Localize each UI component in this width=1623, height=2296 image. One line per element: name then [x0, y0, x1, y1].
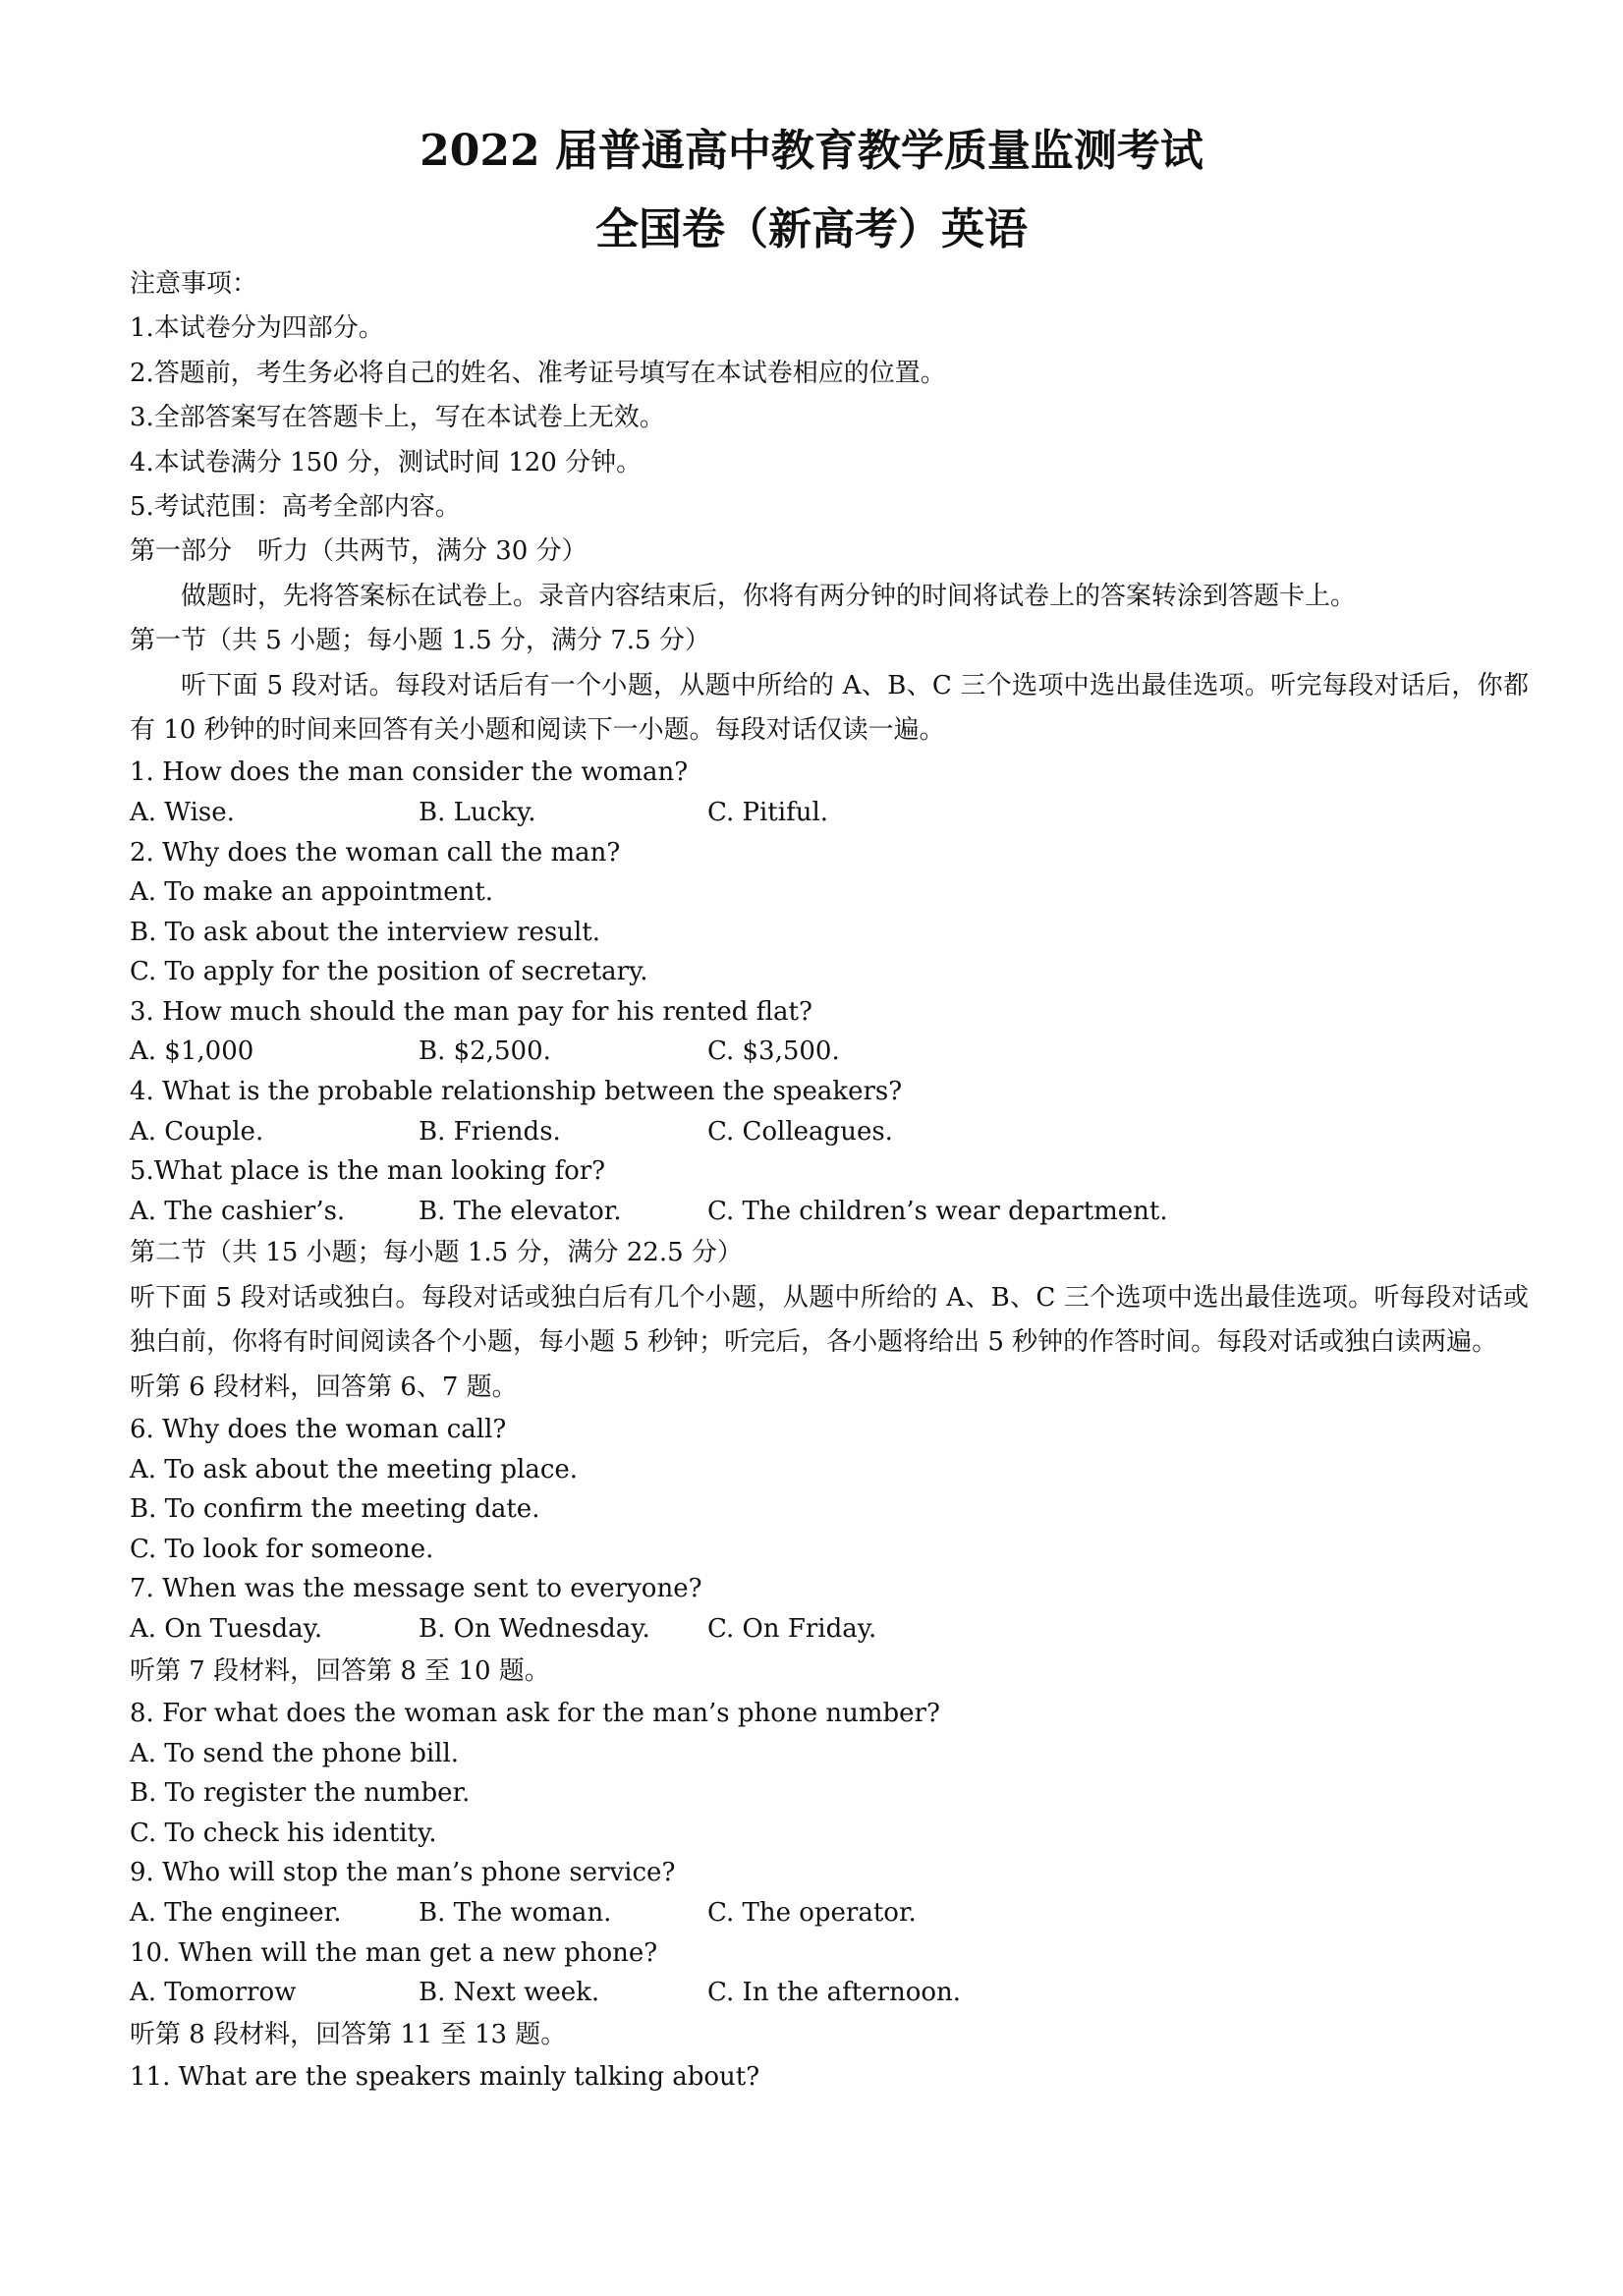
option-a: A. The cashier’s. [130, 1196, 346, 1226]
question-options [130, 1973, 1529, 2013]
option-a: A. Couple. [130, 1116, 264, 1147]
note-item: 5.考试范围：高考全部内容。 [130, 491, 461, 522]
material-heading: 听第 8 段材料，回答第 11 至 13 题。 [130, 2019, 567, 2049]
exam-body [130, 262, 1529, 2098]
question-stem: 3. How much should the man pay for his rented flat? [130, 996, 812, 1027]
note-item: 4.本试卷满分 150 分，测试时间 120 分钟。 [130, 447, 643, 477]
option-b: B. On Wednesday. [419, 1614, 650, 1645]
question-stem: 7. When was the message sent to everyone? [130, 1574, 702, 1604]
note-item: 3.全部答案写在答题卡上，写在本试卷上无效。 [130, 403, 665, 433]
option-a: A. On Tuesday. [130, 1614, 323, 1645]
option-c: C. $3,500. [707, 1036, 840, 1067]
option-b: B. The elevator. [419, 1196, 622, 1226]
section2-heading: 第二节（共 15 小题；每小题 1.5 分，满分 22.5 分） [130, 1238, 743, 1268]
notes-heading: 注意事项： [130, 269, 258, 299]
question-options [130, 1192, 1529, 1232]
question-options [130, 1112, 1529, 1152]
option-b: B. To register the number. [130, 1778, 471, 1809]
question-stem: 4. What is the probable relationship between the speakers? [130, 1077, 903, 1107]
question-options [130, 1609, 1529, 1650]
section1-instruction: 听下面 5 段对话。每段对话后有一个小题，从题中所给的 A、B、C 三个选项中选出最佳选项。听完每段对话后，你都有 10 秒钟的时间来回答有关小题和阅读下一小题。每段对话仅读一遍。 [130, 670, 1529, 745]
part1-instruction: 做题时，先将答案标在试卷上。录音内容结束后，你将有两分钟的时间将试卷上的答案转涂到答题卡上。 [181, 581, 1357, 611]
part1-heading: 第一部分 听力（共两节，满分 30 分） [130, 536, 588, 567]
question-options [130, 1032, 1529, 1072]
option-a: A. Wise. [130, 797, 235, 827]
question-stem: 1. How does the man consider the woman? [130, 757, 689, 788]
option-b: B. Next week. [419, 1978, 600, 2008]
option-a: A. Tomorrow [130, 1978, 297, 2008]
option-a: A. To send the phone bill. [130, 1738, 460, 1768]
question-options [130, 793, 1529, 833]
option-a: A. $1,000 [130, 1036, 254, 1067]
exam-subtitle: 全国卷（新高考）英语 [595, 204, 1028, 254]
option-c: C. The operator. [707, 1897, 917, 1928]
option-c: C. The children’s wear department. [707, 1196, 1168, 1226]
option-b: B. To confirm the meeting date. [130, 1494, 540, 1525]
option-b: B. To ask about the interview result. [130, 917, 601, 947]
option-b: B. The woman. [419, 1897, 612, 1928]
exam-title: 2022 届普通高中教育教学质量监测考试 [420, 126, 1203, 176]
note-item: 1.本试卷分为四部分。 [130, 313, 384, 344]
question-stem: 11. What are the speakers mainly talking about? [130, 2062, 760, 2093]
question-stem: 2. Why does the woman call the man? [130, 837, 621, 868]
option-a: A. The engineer. [130, 1897, 342, 1928]
option-b: B. Lucky. [419, 797, 536, 827]
option-c: C. To check his identity. [130, 1818, 437, 1848]
option-b: B. $2,500. [419, 1036, 551, 1067]
option-c: C. On Friday. [707, 1614, 877, 1645]
option-c: C. In the afternoon. [707, 1978, 962, 2008]
option-c: C. To apply for the position of secretary. [130, 957, 648, 987]
material-heading: 听第 7 段材料，回答第 8 至 10 题。 [130, 1655, 550, 1686]
question-options [130, 1893, 1529, 1933]
question-stem: 5.What place is the man looking for? [130, 1156, 606, 1187]
option-c: C. To look for someone. [130, 1534, 434, 1564]
option-b: B. Friends. [419, 1116, 561, 1147]
section1-heading: 第一节（共 5 小题；每小题 1.5 分，满分 7.5 分） [130, 626, 710, 656]
option-c: C. Colleagues. [707, 1116, 893, 1147]
note-item: 2.答题前，考生务必将自己的姓名、准考证号填写在本试卷相应的位置。 [130, 358, 946, 388]
option-c: C. Pitiful. [707, 797, 829, 827]
question-stem: 6. Why does the woman call? [130, 1415, 507, 1445]
question-stem: 9. Who will stop the man’s phone service? [130, 1858, 676, 1888]
question-stem: 8. For what does the woman ask for the man’s phone number? [130, 1699, 940, 1728]
material-heading: 听第 6 段材料，回答第 6、7 题。 [130, 1372, 518, 1402]
question-stem: 10. When will the man get a new phone? [130, 1937, 658, 1968]
option-a: A. To ask about the meeting place. [130, 1454, 579, 1484]
section2-instruction: 听下面 5 段对话或独白。每段对话或独白后有几个小题，从题中所给的 A、B、C 三个选项中选出最佳选项。听每段对话或独白前，你将有时间阅读各个小题，每小题 5 秒钟；听完后，各小题将给出 5 秒钟的作答时间。每段对话或独白读两遍。 [130, 1282, 1529, 1358]
option-a: A. To make an appointment. [130, 877, 494, 908]
